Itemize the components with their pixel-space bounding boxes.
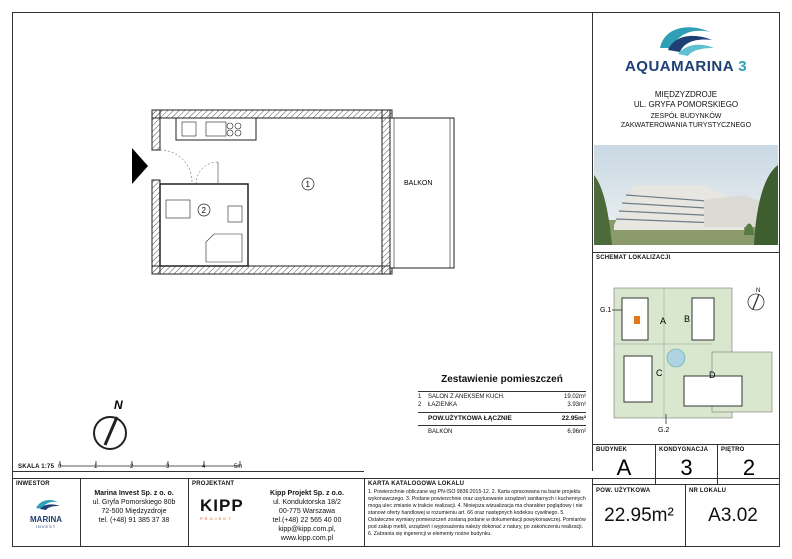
designer-info: Kipp Projekt Sp. z o.o. ul. Konduktorska 18/2 00-775 Warszawa tel.(+48) 22 565 40 00 kipp@kipp.com.pl, www.kipp.com.pl xyxy=(270,490,344,542)
marina-wave-icon xyxy=(16,496,76,510)
brand-name: AQUAMARINA xyxy=(624,58,734,75)
bottom-div-3 xyxy=(364,478,365,547)
table-row: 2 ŁAZIENKA 3.93m² xyxy=(418,402,586,408)
level-value: 2 xyxy=(742,455,756,480)
designer-title: PROJEKTANT xyxy=(192,481,235,487)
compass-icon xyxy=(88,395,138,455)
table-row: 1 SALON Z ANEKSEM KUCH. 19.02m² xyxy=(418,391,586,401)
site-plan xyxy=(594,264,778,442)
catalog-card xyxy=(368,481,588,538)
balcony-row: BALKON 6.96m² xyxy=(418,425,586,436)
investor-info: Marina Invest Sp. z o. o. ul. Gryfa Pomorskiego 80b 72-500 Międzyzdroje tel. (+48) 91 385 37 38 xyxy=(92,490,176,524)
building-c: C xyxy=(656,368,663,378)
kipp-logo: KIPP xyxy=(200,496,244,515)
floor-value: 3 xyxy=(680,455,693,480)
building-d: D xyxy=(709,370,716,380)
room-2-number: 2 xyxy=(201,206,206,215)
desc-line-2: ZAKWATEROWANIA TURYSTYCZNEGO xyxy=(620,122,752,129)
scale-bar: 0 1 2 3 4 5m xyxy=(58,464,243,470)
schema-north: N xyxy=(756,288,761,294)
card-title: KARTA KATALOGOWA LOKALU xyxy=(368,481,465,487)
unit-label: NR LOKALU xyxy=(689,488,727,494)
compass-label: N xyxy=(114,398,123,412)
investor-logo: MARINA INVEST xyxy=(16,496,76,529)
room-1-number: 1 xyxy=(305,180,310,189)
unit-value: A3.02 xyxy=(708,505,758,526)
investor-title: INWESTOR xyxy=(16,481,50,487)
building-value: A xyxy=(616,455,632,480)
building-a: A xyxy=(660,316,667,326)
level-label: PIĘTRO xyxy=(721,447,745,453)
info-top-line xyxy=(592,444,780,445)
scale-bottom-line xyxy=(12,471,364,472)
balcony-label: BALKON xyxy=(404,180,433,187)
area-label: POW. UŻYTKOWA xyxy=(596,488,651,494)
floor-plan xyxy=(110,100,470,285)
rooms-title: Zestawienie pomieszczeń xyxy=(441,374,563,385)
g1-label: G.1 xyxy=(600,307,612,314)
schema-top-line xyxy=(592,252,780,253)
building-label: BUDYNEK xyxy=(596,447,628,453)
brand-logo xyxy=(592,18,780,84)
desc-line-1: ZESPÓŁ BUDYNKÓW xyxy=(650,113,722,120)
wave-logo-icon xyxy=(592,18,780,58)
g2-label: G.2 xyxy=(658,427,670,434)
total-row: POW.UŻYTKOWA ŁĄCZNIE 22.95m² xyxy=(418,412,586,422)
city: MIĘDZYZDROJE xyxy=(654,90,718,99)
rooms-table xyxy=(418,374,586,436)
schema-title: SCHEMAT LOKALIZACJI xyxy=(596,255,671,261)
card-text: 1. Powierzchnie obliczane wg PN-ISO 9836:2015-12. 2. Karta opracowana na bazie projektu wykonawczego. 3. Podane powierzchnie oraz usytuowanie urządzeń sanitarnych i kuchennych mogą ulec zmianie w trakcie realizacji. 4. Niniejsza wizualizacja ma charakter poglądowy i nie stanowi oferty handlowej w rozumieniu art. 66 oraz następnych kodeksu cywilnego. 5. Ostateczne wymiary pomieszczeń zostaną podane w dokumentacji powykonawczej. Pomiarów pod zakup mebli, urządzeń i wyposażenia należy dokonać z natury, po zakończeniu realizacji. 6. Zabrania się ingerencji w elementy nośne budynku. xyxy=(368,489,586,537)
scale-label: SKALA 1:75 xyxy=(18,464,55,470)
building-b: B xyxy=(684,314,691,324)
street: UL. GRYFA POMORSKIEGO xyxy=(633,100,739,109)
location-block xyxy=(592,90,780,130)
compass xyxy=(88,395,138,455)
area-value: 22.95m² xyxy=(604,505,674,526)
brand-number: 3 xyxy=(738,58,748,75)
bottom-div-2 xyxy=(188,478,189,547)
floor-label: KONDYGNACJA xyxy=(659,447,709,453)
building-rendering xyxy=(594,145,778,245)
info-mid-line xyxy=(592,484,780,485)
designer-logo: KIPP PROJEKT xyxy=(200,496,252,521)
